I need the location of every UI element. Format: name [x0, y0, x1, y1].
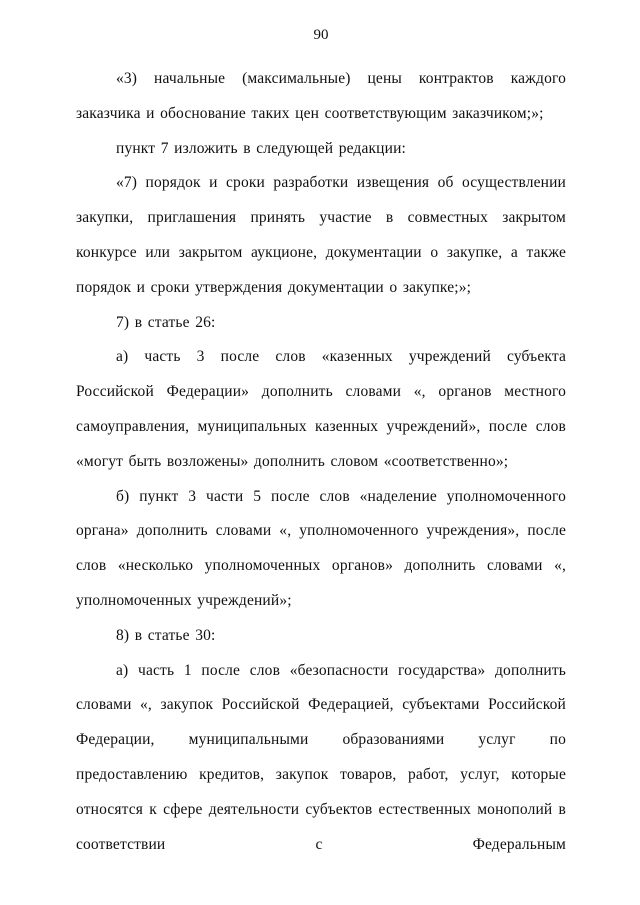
- page-number: 90: [313, 27, 329, 43]
- paragraph-article-30-heading: 8) в статье 30:: [116, 626, 216, 644]
- paragraph-article-26-item-a: а) часть 3 после слов «казенных учреждений субъекта Российской Федерации» дополнить словами «, органов местного самоуправления, муниципальных казенных учреждений», после слов «могут быть возложены» дополнить словом «соответственно»;: [76, 348, 566, 470]
- document-body: [76, 62, 566, 862]
- paragraph-article-30-item-a: а) часть 1 после слов «безопасности государства» дополнить словами «, закупок Российской Федерацией, субъектами Российской Федерации, муниципальными образованиями услуг по предоставлению кредитов, закупок товаров, работ, услуг, которые относятся к сфере деятельности субъектов естественных монополий в соответствии с Федеральным: [76, 661, 566, 853]
- paragraph-point-7-intro: пункт 7 изложить в следующей редакции:: [116, 139, 406, 157]
- paragraph-quote-item-7: «7) порядок и сроки разработки извещения об осуществлении закупки, приглашения принять участие в совместных закрытом конкурсе или закрытом аукционе, документации о закупке, а также порядок и сроки утверждения документации о закупке;»;: [76, 174, 566, 296]
- paragraph-article-26-heading: 7) в статье 26:: [116, 313, 216, 331]
- paragraph-quote-item-3: «3) начальные (максимальные) цены контрактов каждого заказчика и обоснование таких цен соответствующим заказчиком;»;: [76, 70, 566, 122]
- paragraph-article-26-item-b: б) пункт 3 части 5 после слов «наделение уполномоченного органа» дополнить словами «, уполномоченного учреждения», после слов «несколько уполномоченных органов» дополнить словами «, уполномоченных учреждений»;: [76, 487, 566, 609]
